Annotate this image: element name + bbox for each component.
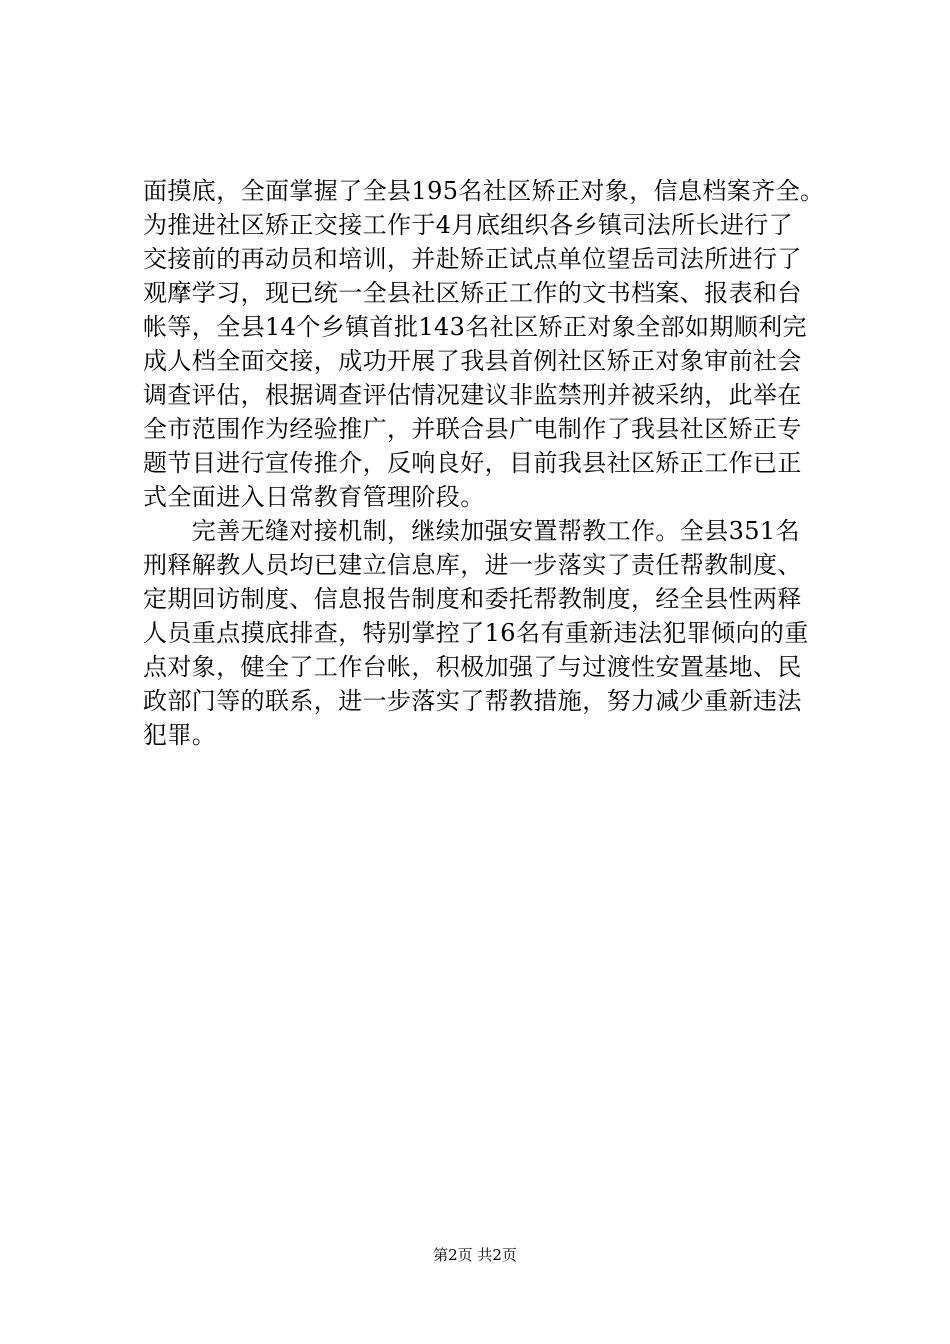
text-line: 调查评估，根据调查评估情况建议非监禁刑并被采纳，此举在 bbox=[143, 381, 802, 409]
text-line: 定期回访制度、信息报告制度和委托帮教制度，经全县性两释 bbox=[143, 585, 802, 613]
text-line: 式全面进入日常教育管理阶段。 bbox=[143, 483, 485, 511]
text-line: 面摸底，全面掌握了全县195名社区矫正对象，信息档案齐全。 bbox=[143, 177, 825, 205]
page-footer: 第2页 共2页 bbox=[433, 1246, 517, 1264]
body-text bbox=[143, 174, 843, 752]
text-line: 点对象，健全了工作台帐，积极加强了与过渡性安置基地、民 bbox=[143, 653, 802, 681]
text-line: 为推进社区矫正交接工作于4月底组织各乡镇司法所长进行了 bbox=[143, 211, 794, 239]
text-line: 犯罪。 bbox=[143, 721, 217, 749]
text-line: 完善无缝对接机制，继续加强安置帮教工作。全县351名 bbox=[143, 517, 801, 545]
text-line: 刑释解教人员均已建立信息库，进一步落实了责任帮教制度、 bbox=[143, 551, 802, 579]
text-line: 交接前的再动员和培训，并赴矫正试点单位望岳司法所进行了 bbox=[143, 245, 802, 273]
text-line: 成人档全面交接，成功开展了我县首例社区矫正对象审前社会 bbox=[143, 347, 802, 375]
text-line: 观摩学习，现已统一全县社区矫正工作的文书档案、报表和台 bbox=[143, 279, 802, 307]
text-line: 题节目进行宣传推介，反响良好，目前我县社区矫正工作已正 bbox=[143, 449, 802, 477]
text-line: 人员重点摸底排查，特别掌控了16名有重新违法犯罪倾向的重 bbox=[143, 619, 809, 647]
text-line: 政部门等的联系，进一步落实了帮教措施，努力减少重新违法 bbox=[143, 687, 802, 715]
text-line: 帐等，全县14个乡镇首批143名社区矫正对象全部如期顺利完 bbox=[143, 313, 807, 341]
text-line: 全市范围作为经验推广，并联合县广电制作了我县社区矫正专 bbox=[143, 415, 802, 443]
